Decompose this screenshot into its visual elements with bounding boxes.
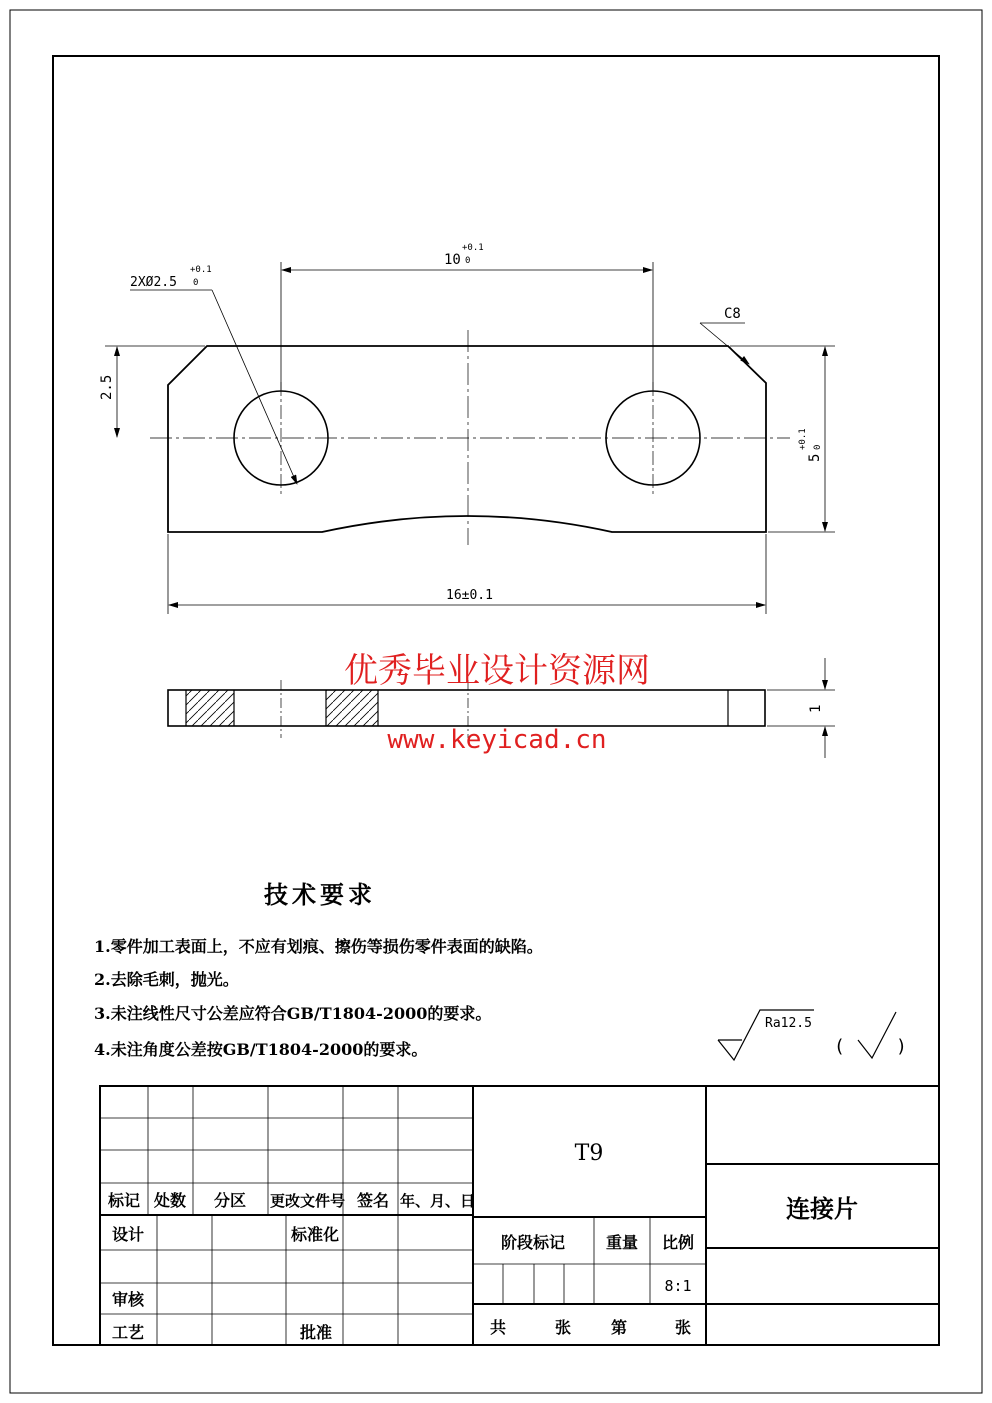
label-design: 设计 — [112, 1225, 145, 1244]
tech-req-item-1: 1.零件加工表面上，不应有划痕、擦伤等损伤零件表面的缺陷。 — [94, 937, 543, 956]
label-scale: 比例 — [661, 1233, 695, 1252]
chamfer-text: C8 — [724, 306, 741, 322]
right-height-tol: +0.1 — [798, 428, 808, 450]
roughness-check-icon — [858, 1012, 896, 1058]
label-sheets-2: 张 — [675, 1318, 692, 1337]
watermark-title: 优秀毕业设计资源网 — [344, 651, 650, 691]
label-weight: 重量 — [605, 1233, 639, 1252]
right-height-text: 5 — [807, 453, 823, 462]
right-height-tol-low: 0 — [813, 444, 823, 450]
label-total: 共 — [490, 1318, 507, 1337]
hole-dia-tol: +0.1 — [190, 265, 212, 275]
rev-header-mark: 标记 — [108, 1191, 141, 1210]
tech-req-item-3: 3.未注线性尺寸公差应符合GB/T1804-2000的要求。 — [94, 1004, 492, 1023]
left-height-text: 2.5 — [99, 374, 115, 400]
label-sheet-no: 第 — [611, 1318, 628, 1337]
tech-req-item-4: 4.未注角度公差按GB/T1804-2000的要求。 — [94, 1040, 428, 1059]
chamfer-leader — [700, 323, 749, 364]
watermark-url: www.keyicad.cn — [387, 725, 607, 755]
rev-header-doc: 更改文件号 — [270, 1192, 346, 1210]
rev-header-zone: 分区 — [214, 1191, 247, 1210]
roughness-value: Ra12.5 — [765, 1016, 812, 1031]
label-standardization: 标准化 — [291, 1225, 340, 1244]
outer-border — [10, 10, 982, 1393]
label-approve: 批准 — [300, 1323, 333, 1342]
rev-header-count: 处数 — [154, 1191, 187, 1210]
width-text: 16±0.1 — [446, 588, 493, 603]
label-sheets: 张 — [555, 1318, 572, 1337]
spacing-tol: +0.1 — [462, 243, 484, 253]
right-hatch — [326, 690, 378, 726]
scale-value: 8:1 — [664, 1277, 692, 1295]
part-name-text: 连接片 — [786, 1194, 858, 1223]
roughness-paren-open: ( — [834, 1036, 845, 1057]
front-dim-texts — [99, 243, 823, 603]
title-block-texts — [107, 1141, 858, 1342]
part-outline — [168, 346, 766, 532]
hole-dia-text: 2XØ2.5 — [130, 275, 177, 290]
left-hatch — [186, 690, 234, 726]
thickness-text: 1 — [808, 704, 824, 713]
hole-dia-tol-low: 0 — [193, 278, 199, 288]
spacing-tol-low: 0 — [465, 256, 471, 266]
rev-header-sign: 签名 — [357, 1191, 390, 1210]
rev-header-date: 年、月、日 — [400, 1192, 476, 1210]
tech-req-item-2: 2.去除毛刺，抛光。 — [94, 970, 239, 989]
label-process: 工艺 — [112, 1323, 145, 1342]
label-review: 审核 — [112, 1290, 145, 1309]
material-text: T9 — [574, 1141, 604, 1166]
hole-dia-leader — [212, 290, 297, 484]
spacing-text: 10 — [444, 252, 461, 268]
roughness-paren-close: ) — [896, 1036, 907, 1057]
section-outline — [168, 690, 765, 726]
label-stage-mark: 阶段标记 — [500, 1233, 566, 1252]
tech-req-title: 技术要求 — [264, 880, 376, 909]
